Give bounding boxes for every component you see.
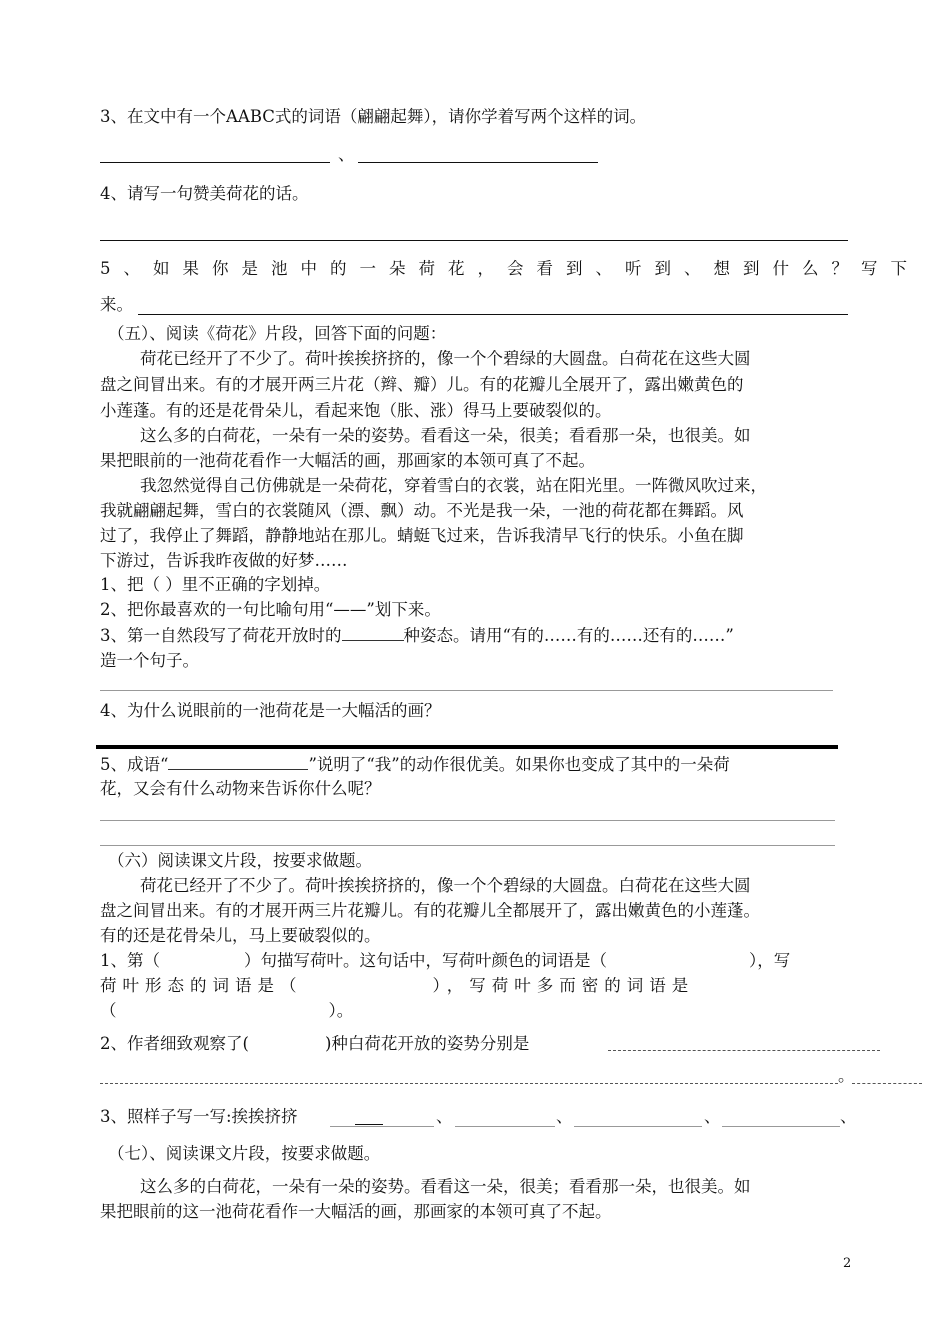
- answer-line[interactable]: [455, 1126, 555, 1127]
- passage-line: 过了，我停止了舞蹈，静静地站在那儿。蜻蜓飞过来，告诉我清早飞行的快乐。小鱼在脚: [100, 526, 744, 545]
- separator: 、: [556, 1107, 573, 1126]
- question-2: 2、作者细致观察了( )种白荷花开放的姿势分别是: [100, 1034, 530, 1053]
- answer-line[interactable]: [722, 1126, 840, 1127]
- answer-blank[interactable]: [168, 755, 308, 770]
- question-5: 5、成语“ ”说明了“我”的动作很优美。如果你也变成了其中的一朵荷: [100, 755, 730, 774]
- question-5-cont: 花，又会有什么动物来告诉你什么呢？: [100, 779, 381, 798]
- passage-line: 这么多的白荷花，一朵有一朵的姿势。看看这一朵，很美；看看那一朵，也很美。如: [140, 1177, 751, 1196]
- period: 。: [838, 1066, 855, 1085]
- question-3-cont: 造一个句子。: [100, 651, 199, 670]
- answer-line[interactable]: [138, 314, 848, 315]
- divider: [96, 745, 838, 749]
- question-praise: 4、请写一句赞美荷花的话。: [100, 184, 309, 203]
- question-if-lotus-end: 来。: [100, 295, 133, 314]
- passage-line: 我就翩翩起舞，雪白的衣裳随风（漂、飘）动。不光是我一朵，一池的荷花都在舞蹈。风: [100, 501, 744, 520]
- passage-line: 有的还是花骨朵儿，马上要破裂似的。: [100, 926, 381, 945]
- question-1-end: （ ）。: [100, 1001, 354, 1020]
- answer-line[interactable]: [100, 845, 835, 846]
- answer-line[interactable]: [574, 1126, 702, 1127]
- separator: 、: [436, 1107, 453, 1126]
- section-7-heading: （七）、阅读课文片段，按要求做题。: [108, 1144, 381, 1163]
- question-if-lotus: 5、如果你是池中的一朵荷花，会看到、听到、想到什么？写下: [100, 259, 920, 278]
- answer-line[interactable]: [100, 1083, 838, 1084]
- passage-line: 小莲蓬。有的还是花骨朵儿，看起来饱（胀、涨）得马上要破裂似的。: [100, 401, 612, 420]
- answer-line[interactable]: [100, 820, 835, 821]
- answer-line[interactable]: [100, 162, 330, 163]
- answer-line[interactable]: [100, 690, 833, 691]
- answer-line[interactable]: [330, 1126, 434, 1127]
- page-number: 2: [843, 1256, 852, 1271]
- question-3: 3、第一自然段写了荷花开放时的 种姿态。请用“有的……有的……还有的……”: [100, 626, 734, 645]
- answer-line[interactable]: [608, 1050, 880, 1051]
- answer-line[interactable]: [852, 1083, 922, 1084]
- question-3: 3、照样子写一写:挨挨挤挤: [100, 1107, 298, 1126]
- question-aabc: 3、在文中有一个AABC式的词语（翩翩起舞），请你学着写两个这样的词。: [100, 107, 647, 126]
- question-1: 1、把（ ）里不正确的字划掉。: [100, 575, 331, 594]
- passage-line: 盘之间冒出来。有的才展开两三片花（辫、瓣）儿。有的花瓣儿全展开了，露出嫩黄色的: [100, 375, 744, 394]
- passage-line: 果把眼前的一池荷花看作一大幅活的画，那画家的本领可真了不起。: [100, 451, 595, 470]
- passage-line: 荷花已经开了不少了。荷叶挨挨挤挤的，像一个个碧绿的大圆盘。白荷花在这些大圆: [140, 876, 751, 895]
- passage-line: 盘之间冒出来。有的才展开两三片花瓣儿。有的花瓣儿全都展开了，露出嫩黄色的小莲蓬。: [100, 901, 760, 920]
- passage-line: 荷花已经开了不少了。荷叶挨挨挤挤的，像一个个碧绿的大圆盘。白荷花在这些大圆: [140, 349, 751, 368]
- answer-mark: [355, 1124, 383, 1125]
- question-1: 1、第（ ）句描写荷叶。这句话中，写荷叶颜色的词语是（ ），写: [100, 951, 791, 970]
- passage-line: 果把眼前的这一池荷花看作一大幅活的画，那画家的本领可真了不起。: [100, 1202, 612, 1221]
- passage-line: 下游过，告诉我昨夜做的好梦……: [100, 551, 348, 570]
- passage-line: 这么多的白荷花，一朵有一朵的姿势。看看这一朵，很美；看看那一朵，也很美。如: [140, 426, 751, 445]
- question-4: 4、为什么说眼前的一池荷花是一大幅活的画？: [100, 701, 441, 720]
- question-2: 2、把你最喜欢的一句比喻句用“——”划下来。: [100, 600, 441, 619]
- answer-line[interactable]: [358, 162, 598, 163]
- question-1-cont: 荷叶形态的词语是（ ），写荷叶多而密的词语是: [100, 976, 695, 995]
- section-5-heading: （五）、阅读《荷花》片段，回答下面的问题：: [108, 324, 447, 343]
- answer-blank[interactable]: [342, 626, 404, 641]
- separator: 、: [338, 145, 355, 164]
- separator: 、: [704, 1107, 721, 1126]
- passage-line: 我忽然觉得自己仿佛就是一朵荷花，穿着雪白的衣裳，站在阳光里。一阵微风吹过来，: [140, 476, 767, 495]
- answer-line[interactable]: [100, 240, 848, 241]
- separator: 、: [840, 1107, 857, 1126]
- section-6-heading: （六）阅读课文片段，按要求做题。: [108, 851, 372, 870]
